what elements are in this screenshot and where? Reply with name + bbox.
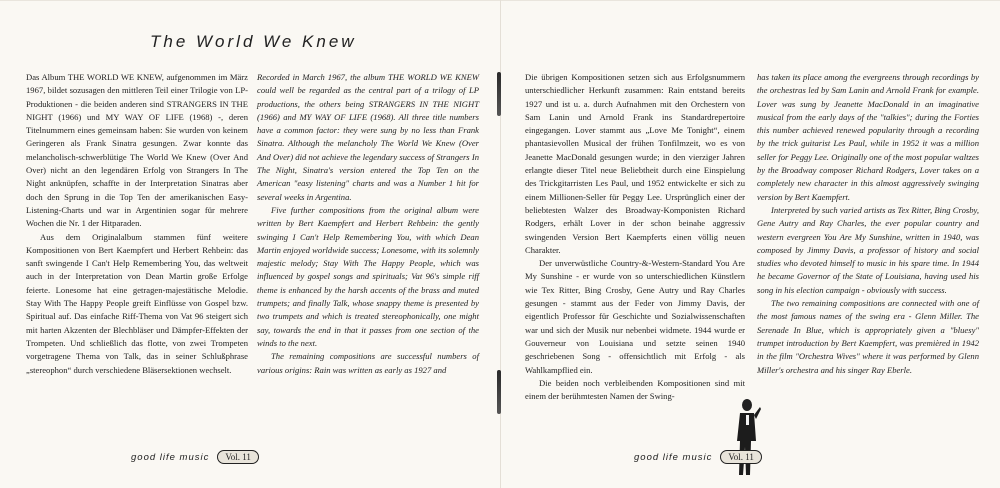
- german-text-column-1: [26, 71, 248, 377]
- english-text-column-1: [257, 71, 479, 377]
- right-footer: [634, 450, 762, 464]
- paragraph: Der unverwüstliche Country-&-Western-Standard You Are My Sunshine - er wurde von so unterschiedlichen Künstlern wie Tex Ritter, Bing Crosby, Gene Autry und Ray Charles gesungen - stammt aus der Feder von Jimmy Davis, der eigentlich Professor für Geschichte und Sozialwissenschaften war und sich der Musik nur nebenbei widmete. 1944 wurde er Gouverneur von Louisiana und setzte seinen 1940 geschriebenen Song - offensichtlich mit Erfolg - als Wahlkampflied ein.: [525, 258, 745, 375]
- page-title: The World We Knew: [150, 32, 357, 51]
- conductor-silhouette-icon: [731, 397, 761, 479]
- paragraph: Interpreted by such varied artists as Tex Ritter, Bing Crosby, Gene Autry and Ray Charles, the ever popular country and western evergreen You Are My Sunshine, written in 1940, was composed by Jimmy Davis, a professor of history and social studies who devoted himself to music in his spare time. In 1944 he became Governor of the State of Louisiana, having used his song in his election campaign - obviously with success.: [757, 204, 979, 295]
- right-page: [500, 0, 1000, 488]
- footer-brand: good life music: [634, 451, 713, 463]
- paragraph: Recorded in March 1967, the album THE WORLD WE KNEW could well be regarded as the central part of a trilogy of LP productions, the others being STRANGERS IN THE NIGHT (1966) and MY WAY OF LIFE (1968). All three title numbers have a common factor: they were sung by no less than Frank Sinatra. Although the melancholy The World We Knew (Over And Over) did not achieve the legendary success of Strangers In The Night, Sinatra's version entered the Top Ten on the American "easy listening" charts and was a Number 1 hit for several weeks in Argentina.: [257, 72, 479, 202]
- paragraph: has taken its place among the evergreens through recordings by the orchestras led by Sam Lanin and Arnold Frank for example. Lover was sung by Jeanette MacDonald in an imaginative musical from the early days of the "talkies"; during the Forties this number achieved renewed popularity through a recording by the trick guitarist Les Paul, while in 1952 it was a million seller for Peggy Lee. Originally one of the most popular waltzes by the Broadway composer Richard Rodgers, Lover takes on a completely new character in this almost aggressively swinging version by Bert Kaempfert.: [757, 72, 979, 202]
- english-text-column-2: [757, 71, 979, 377]
- paragraph: Die beiden noch verbleibenden Kompositionen sind mit einem der berühmtesten Namen der Swing-: [525, 377, 745, 402]
- german-text-column-2: [525, 71, 745, 403]
- footer-brand: good life music: [131, 451, 210, 463]
- volume-badge: Vol. 11: [217, 450, 259, 464]
- paragraph: Aus dem Originalalbum stammen fünf weitere Kompositionen von Bert Kaempfert und Herbert Rehbein: das sanft swingende I Can't Help Remembering You, das weltweit auch in der Interpretation von Dean Martin große Erfolge feierte. Lonesome hat eine getragen-majestätische Melodie. Stay With The Happy People greift Einflüsse von Gospel bzw. Spiritual auf. Das einfache Riff-Thema von Vat 96 steigert sich mit harten Akzenten der Blechbläser und Dämpfer-Effekten der Trompeten. Und schließlich das flotte, von zwei Trompeten vorgetragene Thema von Talk, das in seiner Schlußphrase „stereophon“ durch verschiedene Bläsersektionen wechselt.: [26, 231, 248, 375]
- paragraph: The remaining compositions are successful numbers of various origins: Rain was written as early as 1927 and: [257, 351, 479, 375]
- paragraph: Five further compositions from the original album were written by Bert Kaempfert and Herbert Rehbein: the gently swinging I Can't Help Remembering You, with which Dean Martin enjoyed worldwide success; Lonesome, with its solemnly majestic melody; Stay With The Happy People, which was influenced by gospel songs and spirituals; Vat 96's simple riff theme is enhanced by the harsh accents of the brass and muted trumpets; and finally Talk, whose snappy theme is presented by two trumpets and which is treated stereophonically, one might say, towards the end in that it passes from one section of the winds to the next.: [257, 204, 479, 348]
- paragraph: The two remaining compositions are connected with one of the most famous names of the swing era - Glenn Miller. The Serenade In Blue, which is appropriately given a "bluesy" trumpet introduction by Bert Kaempfert, was premièred in 1942 in the film "Orchestra Wives" where it was performed by Glenn Miller's orchestra and his singer Ray Eberle.: [757, 298, 979, 375]
- paragraph: Die übrigen Kompositionen setzen sich aus Erfolgsnummern unterschiedlicher Herkunft zusammen: Rain entstand bereits 1927 und ist u. a. durch Aufnahmen mit den Orchestern von Sam Lanin und Arnold Frank ins Standardrepertoire eingegangen. Lover stammt aus „Love Me Tonight“, einem phantasievollen Musical der frühen Tonfilmzeit, wo es von Jeanette MacDonald gesungen wurde; in den vierziger Jahren erlangte dieser Titel neue Beliebtheit durch eine Einspielung des Trickgitarristen Les Paul, und 1952 entwickelte er sich zu einem Millionen-Seller für Peggy Lee. Ursprünglich einer der beliebtesten Walzer des Broadway-Komponisten Richard Rodgers, erhält Lover in der schon beinahe aggressiv swingenden Version Bert Kaempferts einen völlig neuen Charakter.: [525, 72, 745, 255]
- paragraph: Das Album THE WORLD WE KNEW, aufgenommen im März 1967, bildet sozusagen den mittleren Teil einer Trilogie von LP-Produktionen - die beiden anderen sind STRANGERS IN THE NIGHT (1966) und MY WAY OF LIFE (1968) -, deren Titelnummern eines gemeinsam haben: Sie wurden von keinem Geringeren als Frank Sinatra gesungen. Zwar konnte das melancholisch-schwerblütige The World We Knew (Over And Over) nicht an den legendären Erfolg von Strangers In The Night anknüpfen, schaffte in der Interpretation Sinatras aber doch den Sprung in die Top Ten der amerikanischen Easy-Listening-Charts und war in Argentinien sogar für mehrere Wochen die Nr. 1 der Hitparaden.: [26, 72, 248, 229]
- volume-badge: Vol. 11: [720, 450, 762, 464]
- staple-clip-icon: [497, 370, 501, 414]
- left-footer: [131, 450, 259, 464]
- staple-clip-icon: [497, 72, 501, 116]
